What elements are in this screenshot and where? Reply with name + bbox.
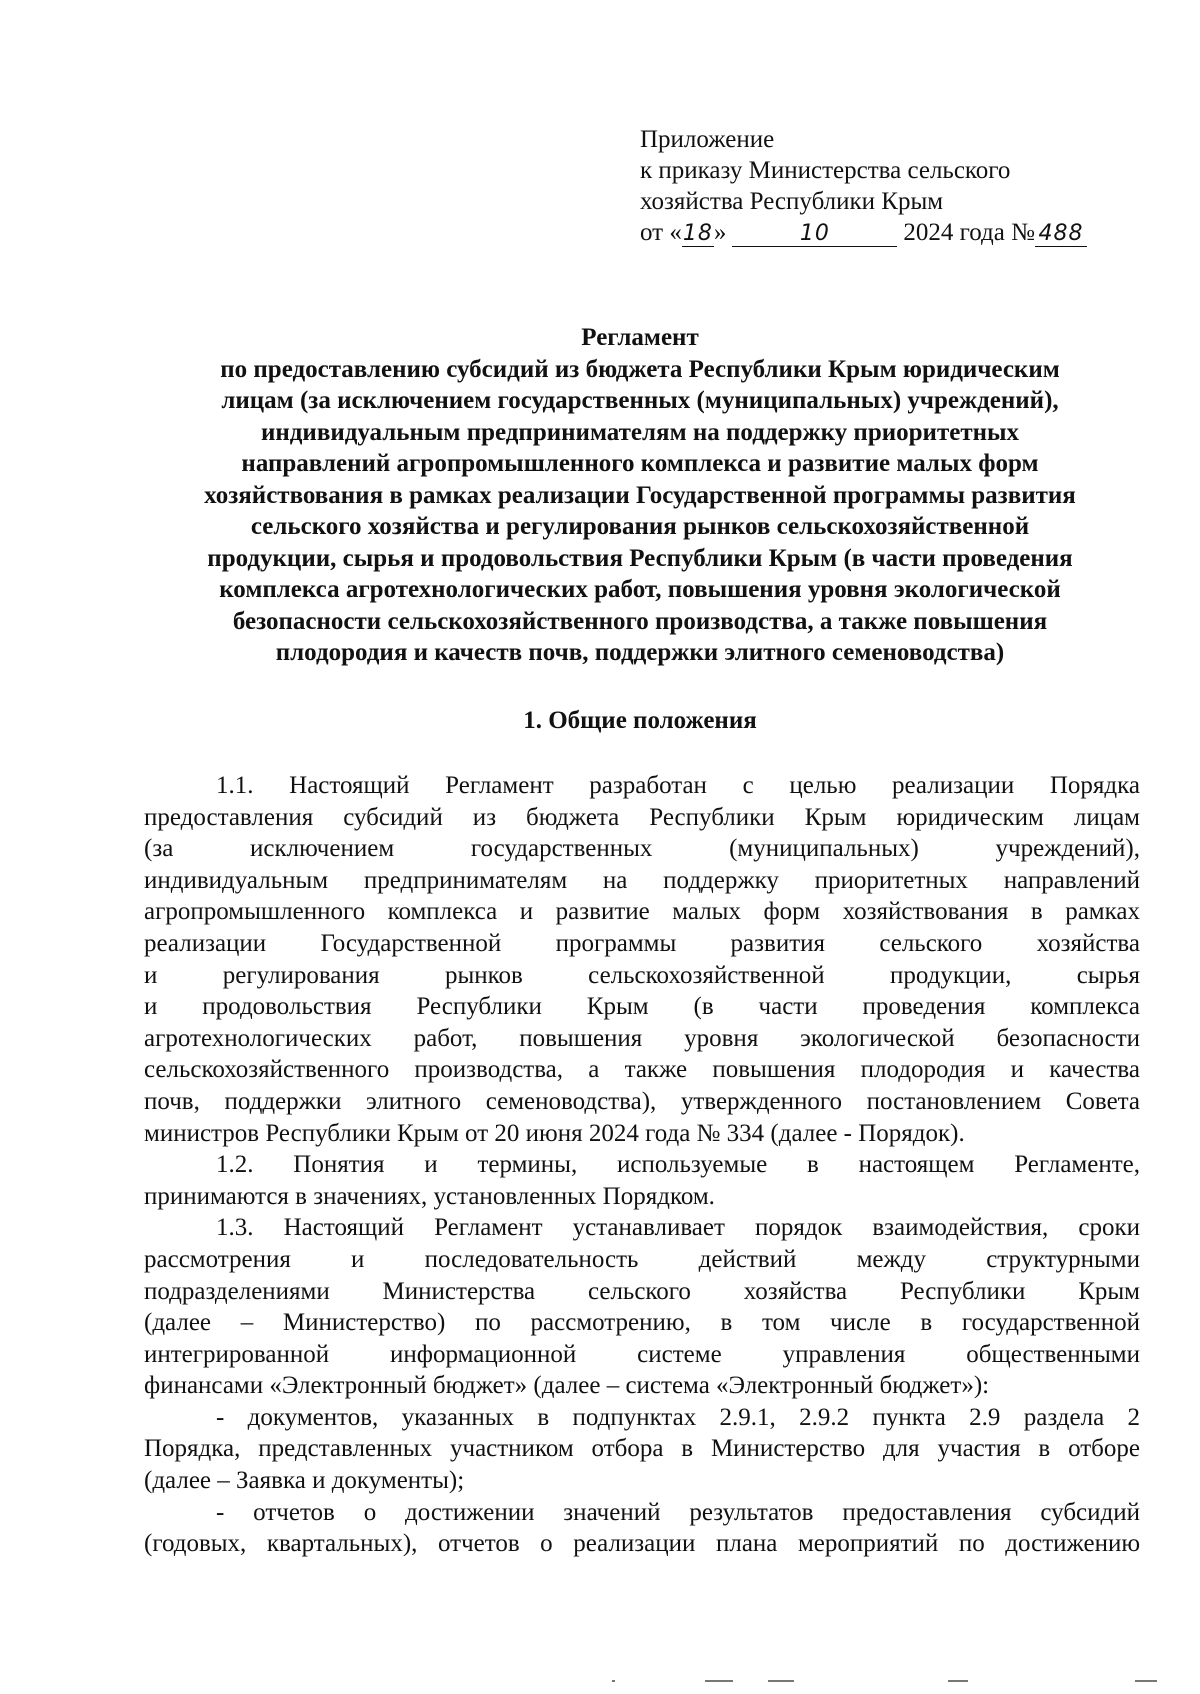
section-body: [144, 770, 1140, 1560]
date-month: 10: [732, 222, 897, 247]
list-item-line: - документов, указанных в подпунктах 2.9.1, 2.9.2 пункта 2.9 раздела 2: [216, 1403, 1140, 1431]
title-line: направлений агропромышленного комплекса и развитие малых форм: [241, 450, 1039, 477]
paragraph-line: 1.1. Настоящий Регламент разработан с целью реализации Порядка: [216, 772, 1140, 799]
paragraph-line: реализации Государственной программы развития сельского хозяйства: [144, 929, 1140, 957]
paragraph-line: агропромышленного комплекса и развитие малых форм хозяйствования в рамках: [144, 898, 1140, 926]
scan-dash: [768, 1680, 794, 1682]
paragraph-line: предоставления субсидий из бюджета Республики Крым юридическим лицам: [144, 803, 1140, 831]
paragraph-line: подразделениями Министерства сельского хозяйства Республики Крым: [144, 1277, 1140, 1305]
paragraph-line: и продовольствия Республики Крым (в части проведения комплекса: [144, 993, 1140, 1021]
annex-ministry-line: хозяйства Республики Крым: [640, 188, 944, 215]
annex-order-line: к приказу Министерства сельского: [640, 157, 1011, 184]
annex-date-line: [640, 217, 1140, 248]
paragraph-line: и регулирования рынков сельскохозяйственной продукции, сырья: [144, 961, 1140, 989]
title-line: индивидуальным предпринимателям на поддержку приоритетных: [260, 418, 1020, 446]
date-day: 18: [682, 221, 713, 246]
paragraph-line: интегрированной информационной системе управления общественными: [144, 1340, 1140, 1368]
paragraph-line: (далее – Министерство) по рассмотрению, в том числе в государственной: [144, 1309, 1140, 1337]
paragraph-line: 1.3. Настоящий Регламент устанавливает порядок взаимодействия, сроки: [216, 1214, 1140, 1242]
list-item-line: (годовых, квартальных), отчетов о реализации плана мероприятий по достижению: [144, 1530, 1140, 1558]
title-line: по предоставлению субсидий из бюджета Республики Крым юридическим: [220, 355, 1060, 383]
section-heading: 1. Общие положения: [523, 707, 757, 734]
title-line: безопасности сельскохозяйственного производства, а также повышения: [232, 607, 1048, 635]
paragraph-line: сельскохозяйственного производства, а также повышения плодородия и качества: [144, 1056, 1140, 1084]
paragraph-line: министров Республики Крым от 20 июня 2024 года № 334 (далее - Порядок).: [144, 1119, 965, 1147]
paragraph-line: почв, поддержки элитного семеноводства), утвержденного постановлением Совета: [144, 1087, 1140, 1115]
date-mid: »: [713, 219, 727, 246]
date-prefix: от «: [640, 219, 682, 246]
paragraph-line: рассмотрения и последовательность действий между структурными: [144, 1245, 1140, 1273]
scan-artifacts: [0, 1676, 1200, 1686]
scan-dash: [1135, 1680, 1157, 1682]
paragraph-line: (за исключением государственных (муниципальных) учреждений),: [144, 835, 1140, 863]
document-number: 488: [1035, 222, 1087, 247]
date-year: 2024 года №: [903, 219, 1035, 246]
title-line: лицам (за исключением государственных (муниципальных) учреждений),: [221, 387, 1059, 414]
scan-dot: [612, 1680, 615, 1682]
title-line: продукции, сырья и продовольствия Республики Крым (в части проведения: [207, 544, 1073, 572]
title-line: комплекса агротехнологических работ, повышения уровня экологической: [219, 576, 1061, 603]
annex-title: Приложение: [640, 126, 775, 153]
title-line: плодородия и качеств почв, поддержки элитного семеноводства): [275, 639, 1005, 666]
paragraph-line: индивидуальным предпринимателям на поддержку приоритетных направлений: [144, 866, 1140, 894]
scan-dash: [948, 1680, 968, 1682]
paragraph-line: 1.2. Понятия и термины, используемые в настоящем Регламенте,: [216, 1151, 1140, 1179]
paragraph-line: финансами «Электронный бюджет» (далее – система «Электронный бюджет»):: [144, 1372, 990, 1400]
list-item-line: Порядка, представленных участником отбора в Министерство для участия в отборе: [144, 1435, 1140, 1463]
scan-dash: [705, 1680, 733, 1682]
title-line: сельского хозяйства и регулирования рынков сельскохозяйственной: [250, 513, 1030, 540]
list-item-line: (далее – Заявка и документы);: [144, 1467, 465, 1495]
title-heading: Регламент: [581, 324, 699, 351]
annex-header: [640, 124, 1140, 248]
paragraph-line: принимаются в значениях, установленных Порядком.: [144, 1182, 715, 1210]
title-line: хозяйствования в рамках реализации Государственной программы развития: [204, 481, 1076, 509]
regulation-title: [140, 322, 1140, 669]
list-item-line: - отчетов о достижении значений результатов предоставления субсидий: [216, 1498, 1140, 1526]
paragraph-line: агротехнологических работ, повышения уровня экологической безопасности: [144, 1024, 1140, 1052]
